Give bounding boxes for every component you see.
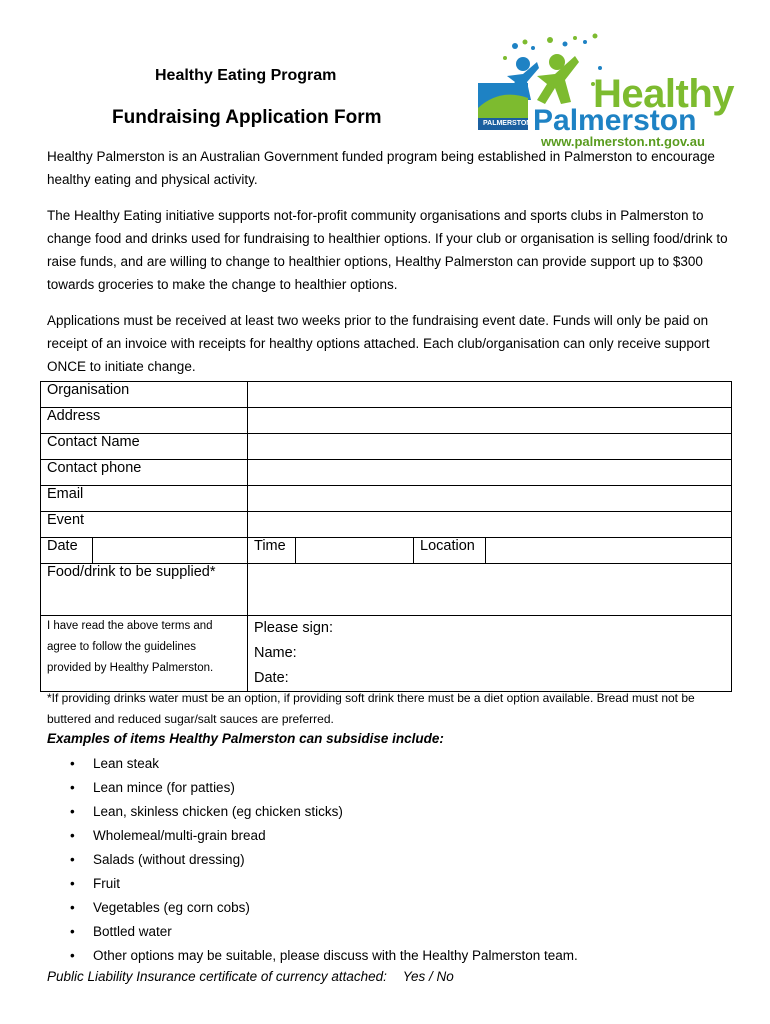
logo-word-healthy: Healthy xyxy=(593,72,734,116)
date-input[interactable] xyxy=(93,538,248,564)
program-title: Healthy Eating Program xyxy=(155,67,337,84)
organisation-label: Organisation xyxy=(41,382,248,408)
bullet-icon: • xyxy=(70,876,75,891)
bullet-icon: • xyxy=(70,828,75,843)
form-row-event xyxy=(41,512,732,538)
intro-paragraph-3: Applications must be received at least two weeks prior to the fundraising event date. Funds will only be paid on receipt of an invoice with receipts for healthy options attached. Each club/organisation can only receive support ONCE to initiate change. xyxy=(47,313,710,374)
address-input[interactable] xyxy=(248,408,732,434)
page-title: Fundraising Application Form xyxy=(112,107,382,128)
sign-date-label: Date: xyxy=(254,670,289,686)
food-label: Food/drink to be supplied* xyxy=(41,564,248,616)
intro-paragraph-2: The Healthy Eating initiative supports not-for-profit community organisations and sports clubs in Palmerston to change food and drinks used for fundraising to healthier options. If your club or organisation is selling food/drink to raise funds, and are willing to change to healthier options, Healthy Palmerston can provide support up to $300 towards groceries to make the change to healthier options. xyxy=(47,208,728,292)
date-label: Date xyxy=(41,538,93,564)
insurance-line xyxy=(47,969,454,984)
location-label: Location xyxy=(414,538,486,564)
email-label: Email xyxy=(41,486,248,512)
bullet-icon: • xyxy=(70,852,75,867)
bullet-icon: • xyxy=(70,804,75,819)
form-row-contact-phone xyxy=(41,460,732,486)
form-row-address xyxy=(41,408,732,434)
bullet-icon: • xyxy=(70,900,75,915)
contact-name-label: Contact Name xyxy=(41,434,248,460)
form-row-contact-name xyxy=(41,434,732,460)
logo-city: PALMERSTON xyxy=(483,120,532,127)
bullet-icon: • xyxy=(70,780,75,795)
address-label: Address xyxy=(41,408,248,434)
form-row-organisation xyxy=(41,382,732,408)
list-item: • Vegetables (eg corn cobs) xyxy=(47,896,578,920)
logo-url: www.palmerston.nt.gov.au xyxy=(541,134,705,149)
location-input[interactable] xyxy=(486,538,732,564)
form-row-signature xyxy=(41,616,732,692)
terms-statement: I have read the above terms and agree to follow the guidelines provided by Healthy Palmerston. xyxy=(41,616,248,692)
event-input[interactable] xyxy=(248,512,732,538)
list-item: • Other options may be suitable, please discuss with the Healthy Palmerston team. xyxy=(47,944,578,968)
form-row-date-time-location xyxy=(41,538,732,564)
list-item: • Lean steak xyxy=(47,752,578,776)
event-label: Event xyxy=(41,512,248,538)
bullet-icon: • xyxy=(70,948,75,963)
intro-paragraph-1: Healthy Palmerston is an Australian Government funded program being established in Palmerston to encourage healthy eating and physical activity. xyxy=(47,149,715,187)
yes-no-choice[interactable]: Yes / No xyxy=(402,969,454,984)
signature-field[interactable] xyxy=(248,616,732,692)
list-item: • Lean mince (for patties) xyxy=(47,776,578,800)
contact-phone-label: Contact phone xyxy=(41,460,248,486)
time-input[interactable] xyxy=(296,538,414,564)
insurance-label: Public Liability Insurance certificate of currency attached: xyxy=(47,969,387,984)
organisation-input[interactable] xyxy=(248,382,732,408)
time-label: Time xyxy=(248,538,296,564)
list-item: • Fruit xyxy=(47,872,578,896)
list-item: • Bottled water xyxy=(47,920,578,944)
list-item: • Lean, skinless chicken (eg chicken sticks) xyxy=(47,800,578,824)
form-row-food xyxy=(41,564,732,616)
healthy-palmerston-logo xyxy=(475,28,735,153)
please-sign-label: Please sign: xyxy=(254,620,333,636)
application-form-table xyxy=(40,381,732,692)
form-row-email xyxy=(41,486,732,512)
list-item: • Wholemeal/multi-grain bread xyxy=(47,824,578,848)
list-item: • Salads (without dressing) xyxy=(47,848,578,872)
contact-name-input[interactable] xyxy=(248,434,732,460)
bullet-icon: • xyxy=(70,756,75,771)
logo-word-palmerston: Palmerston xyxy=(533,104,697,137)
drinks-note: *If providing drinks water must be an option, if providing soft drink there must be a diet option available. Bread must not be buttered and reduced sugar/salt sauces are preferred. xyxy=(47,691,695,726)
bullet-icon: • xyxy=(70,924,75,939)
food-input[interactable] xyxy=(248,564,732,616)
contact-phone-input[interactable] xyxy=(248,460,732,486)
examples-list xyxy=(47,752,578,968)
email-input[interactable] xyxy=(248,486,732,512)
examples-heading: Examples of items Healthy Palmerston can subsidise include: xyxy=(47,731,444,746)
name-label: Name: xyxy=(254,645,297,661)
